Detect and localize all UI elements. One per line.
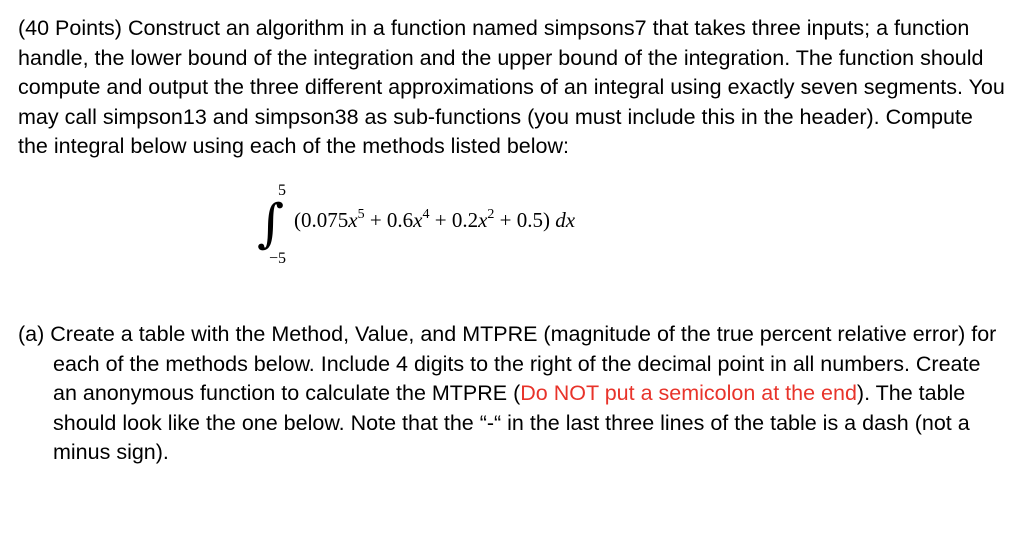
problem-document	[18, 14, 1008, 468]
integral-lower-bound: −5	[269, 249, 287, 267]
exponent: 4	[422, 206, 430, 222]
problem-intro-paragraph	[18, 14, 1008, 162]
integrand-term-4: + 0.5)	[494, 207, 556, 232]
integral-sign: ∫	[257, 193, 285, 254]
part-a-text-2: ). The table should look like the one below. Note that the “-“ in the last three lines of the table is a dash (not a minus sign).	[53, 381, 970, 465]
integrand-term-2: + 0.6	[364, 207, 414, 232]
part-a-item	[18, 320, 1008, 468]
points-label: (40 Points)	[18, 16, 122, 40]
part-a-text-1: Create a table with the Method, Value, and MTPRE (magnitude of the true percent relative error) for each of the methods below. Include 4 digits to the right of the decimal point in all numbers. Create an anonymous function to calculate the MTPRE (	[44, 321, 997, 406]
exponent: 2	[487, 206, 495, 222]
integral-formula	[18, 181, 1008, 296]
integral-upper-bound: 5	[278, 181, 286, 199]
integrand-term-3: + 0.2	[429, 207, 479, 232]
variable-x: x	[413, 207, 423, 232]
semicolon-warning: Do NOT put a semicolon at the end	[520, 381, 857, 406]
part-a-label: (a)	[18, 321, 45, 346]
integrand-expression	[294, 208, 575, 233]
variable-x: x	[348, 207, 358, 232]
intro-text: Construct an algorithm in a function named simpsons7 that takes three inputs; a function handle, the lower bound of the integration and the upper bound of the integration. The function should compute and output the three different approximations of an integral using exactly seven segments. You may call simpson13 and simpson38 as sub-functions (you must include this in the header). Compute the integral below using each of the methods listed below:	[18, 16, 1005, 159]
differential-dx: dx	[555, 207, 576, 232]
variable-x: x	[478, 207, 488, 232]
integrand-term-1: (0.075	[294, 207, 349, 232]
exponent: 5	[357, 206, 365, 222]
